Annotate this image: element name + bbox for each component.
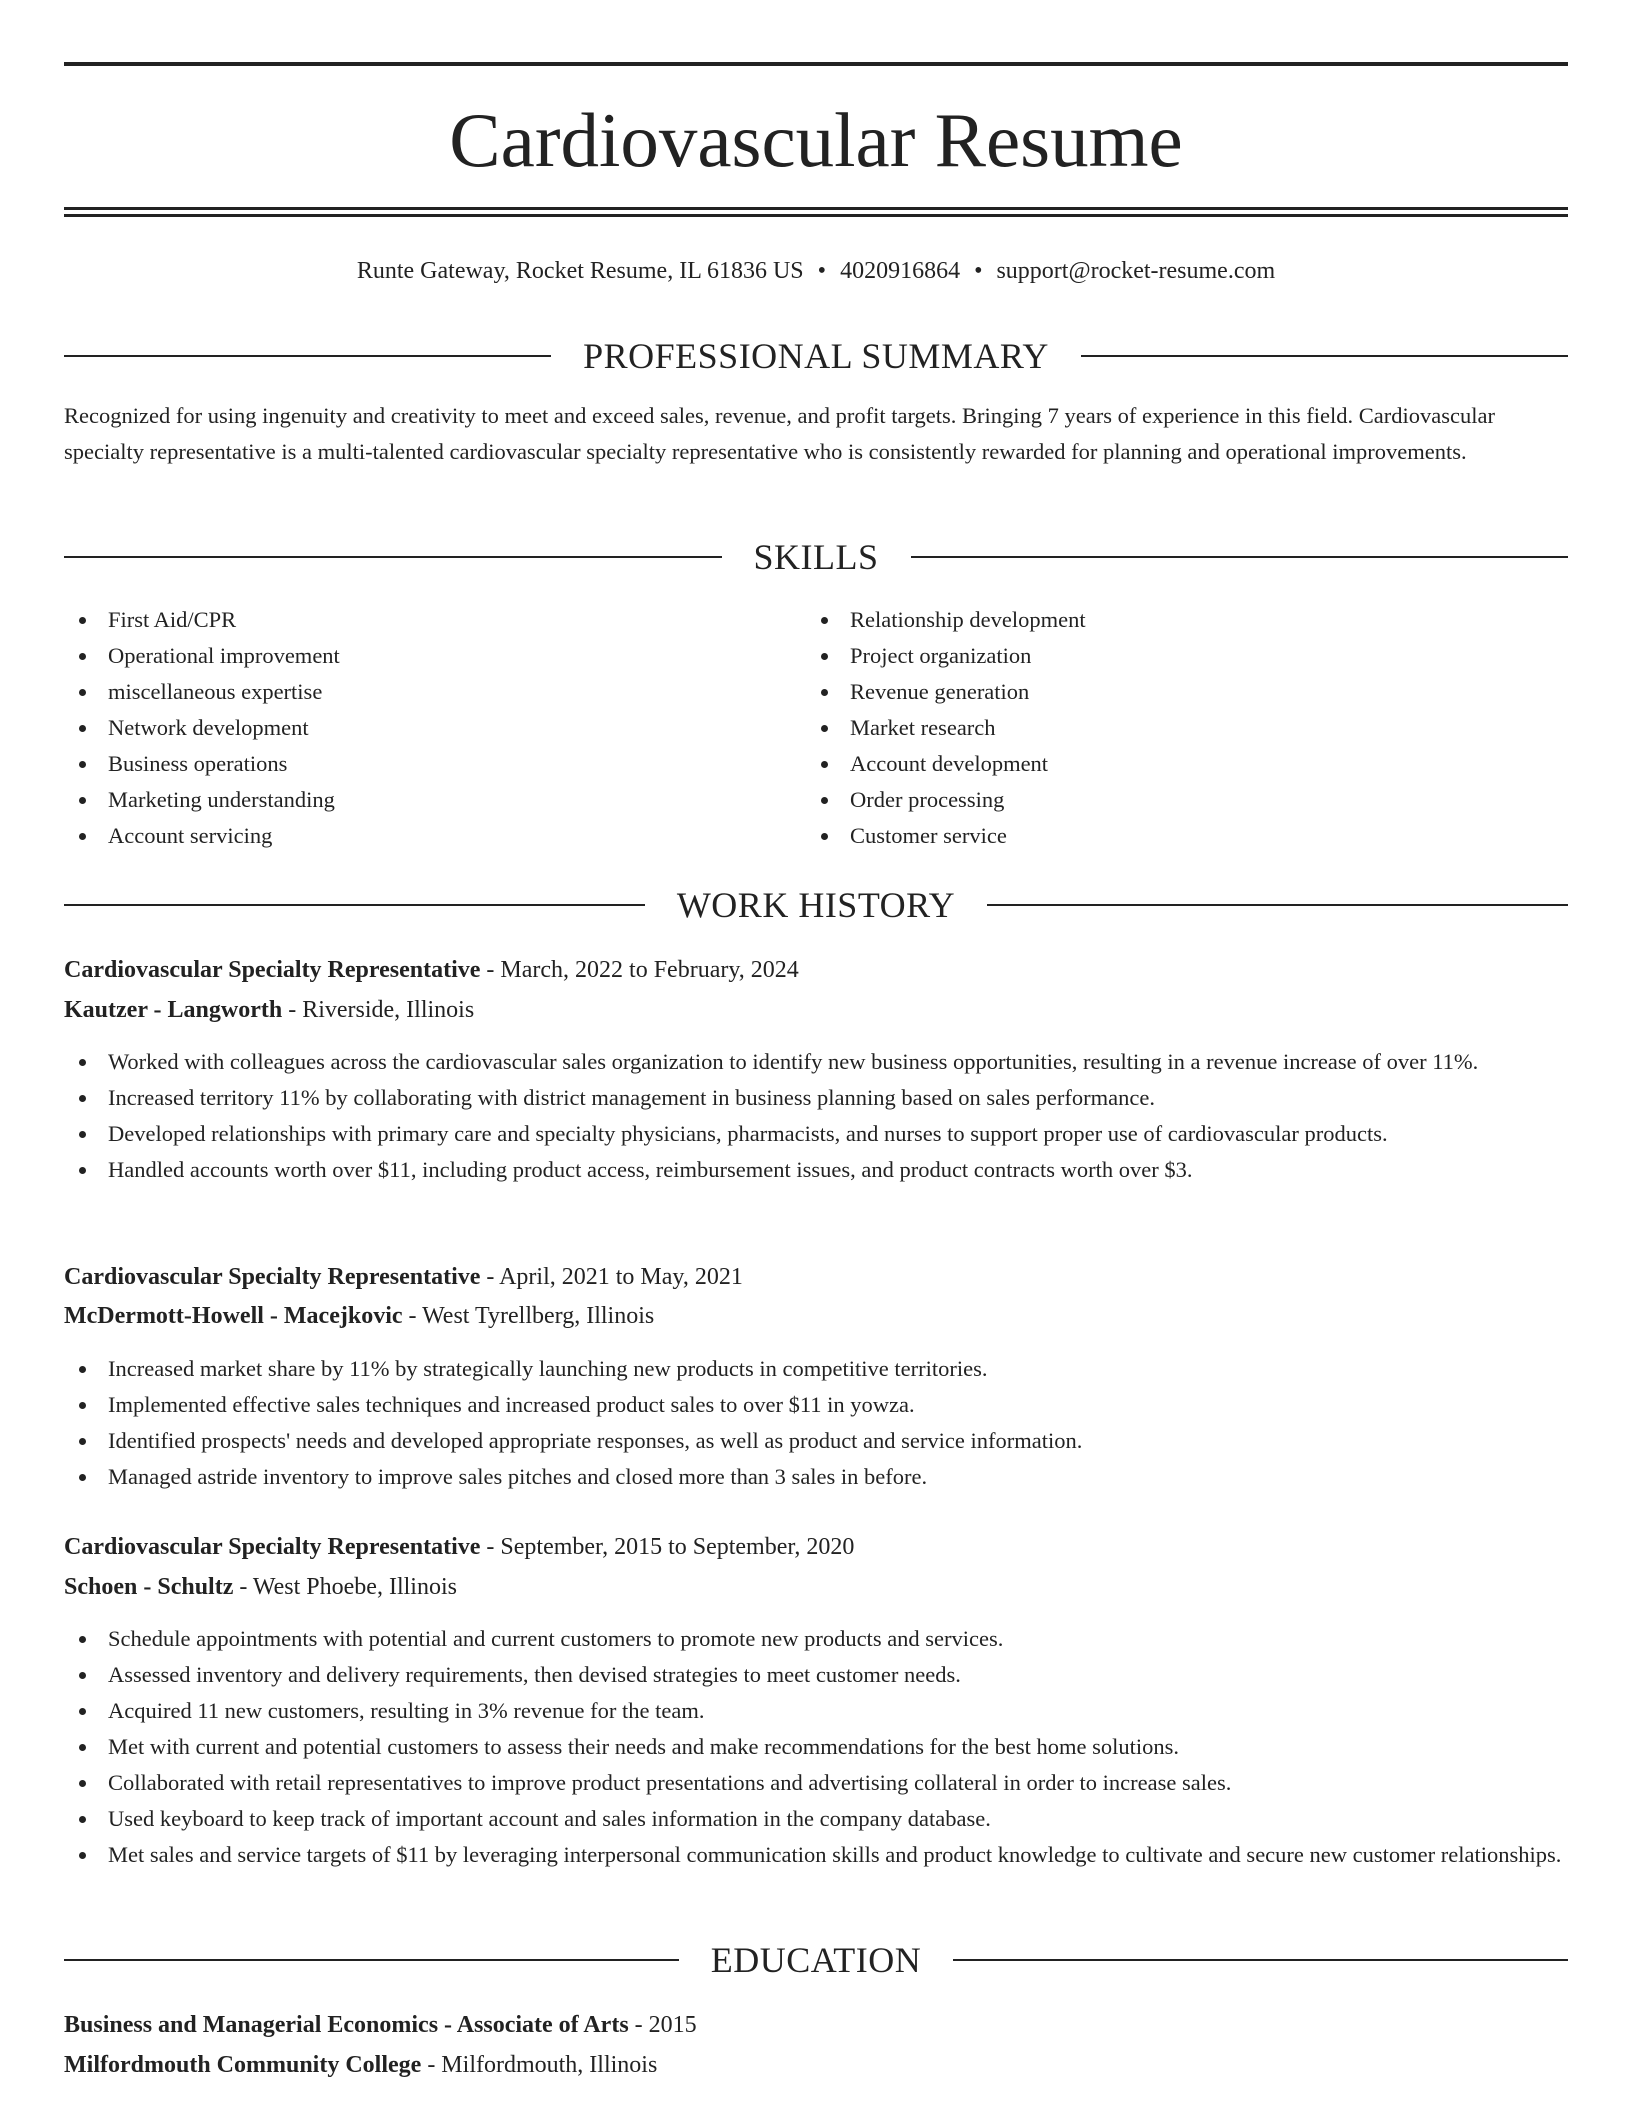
job-company-line — [64, 1569, 1568, 1605]
heading-rule — [911, 556, 1569, 558]
job-company-line — [64, 1298, 1568, 1334]
heading-rule — [64, 355, 551, 357]
section-title: WORK HISTORY — [676, 885, 956, 925]
job-dates: - April, 2021 to May, 2021 — [480, 1264, 743, 1290]
section-heading-education — [64, 1938, 1568, 1982]
skills-list-left — [64, 602, 764, 854]
title-double-rule — [64, 207, 1568, 217]
skill-item: Business operations — [64, 746, 764, 782]
contact-separator: • — [974, 258, 983, 284]
job-company: Schoen - Schultz — [64, 1574, 234, 1600]
job-company: Kautzer - Langworth — [64, 997, 283, 1023]
job-location: - West Phoebe, Illinois — [233, 1574, 457, 1600]
contact-email: support@rocket-resume.com — [996, 258, 1276, 284]
job-bullets — [64, 1351, 1568, 1495]
skill-item: Market research — [806, 710, 1506, 746]
page-title: Cardiovascular Resume — [449, 97, 1183, 183]
skill-item: Account development — [806, 746, 1506, 782]
skill-item: Customer service — [806, 818, 1506, 854]
job-title: Cardiovascular Specialty Representative — [64, 1264, 481, 1290]
job-bullet: Schedule appointments with potential and current customers to promote new products and services. — [64, 1621, 1568, 1657]
job-bullet: Implemented effective sales techniques and increased product sales to over $11 in yowza. — [64, 1387, 1568, 1423]
job-bullet: Developed relationships with primary care and specialty physicians, pharmacists, and nurses to support proper use of cardiovascular products. — [64, 1116, 1568, 1152]
skill-item: Network development — [64, 710, 764, 746]
skill-item: Order processing — [806, 782, 1506, 818]
education-year: - 2015 — [628, 2012, 697, 2038]
job-title-line — [64, 1259, 1568, 1295]
heading-rule — [64, 556, 722, 558]
job-bullet: Identified prospects' needs and developed appropriate responses, as well as product and service information. — [64, 1423, 1568, 1459]
education-degree: Business and Managerial Economics - Associate of Arts — [64, 2012, 629, 2038]
job-title: Cardiovascular Specialty Representative — [64, 1534, 481, 1560]
skills-list-right — [806, 602, 1506, 854]
job-bullet: Managed astride inventory to improve sales pitches and closed more than 3 sales in before. — [64, 1459, 1568, 1495]
job-bullet: Increased market share by 11% by strategically launching new products in competitive territories. — [64, 1351, 1568, 1387]
skill-item: First Aid/CPR — [64, 602, 764, 638]
heading-rule — [64, 904, 645, 906]
skill-item: miscellaneous expertise — [64, 674, 764, 710]
contact-phone: 4020916864 — [840, 258, 961, 284]
contact-line — [64, 255, 1568, 287]
job-bullet: Increased territory 11% by collaborating with district management in business planning based on sales performance. — [64, 1080, 1568, 1116]
education-school: Milfordmouth Community College — [64, 2052, 422, 2078]
section-title: PROFESSIONAL SUMMARY — [583, 336, 1049, 376]
section-title: SKILLS — [753, 537, 879, 577]
job-bullet: Handled accounts worth over $11, including product access, reimbursement issues, and product contracts worth over $3. — [64, 1152, 1568, 1188]
summary-text: Recognized for using ingenuity and creativity to meet and exceed sales, revenue, and profit targets. Bringing 7 years of experience in this field. Cardiovascular specialty representative is a multi-talented cardiovascular specialty representative who is consistently rewarded for planning and operational improvements. — [64, 403, 1495, 464]
job-title-line — [64, 952, 1568, 988]
job-bullet: Collaborated with retail representatives to improve product presentations and advertising collateral in order to increase sales. — [64, 1765, 1568, 1801]
job-bullets — [64, 1621, 1568, 1873]
contact-address: Runte Gateway, Rocket Resume, IL 61836 US — [356, 258, 804, 284]
skill-item: Operational improvement — [64, 638, 764, 674]
job-bullet: Met sales and service targets of $11 by leveraging interpersonal communication skills and product knowledge to cultivate and secure new customer relationships. — [64, 1837, 1568, 1873]
skill-item: Project organization — [806, 638, 1506, 674]
heading-rule — [64, 1959, 679, 1961]
skill-item: Revenue generation — [806, 674, 1506, 710]
job-bullet: Used keyboard to keep track of important account and sales information in the company database. — [64, 1801, 1568, 1837]
heading-rule — [953, 1959, 1568, 1961]
job-bullet: Worked with colleagues across the cardiovascular sales organization to identify new business opportunities, resulting in a revenue increase of over 11%. — [64, 1044, 1568, 1080]
job-bullets — [64, 1044, 1568, 1188]
skill-item: Account servicing — [64, 818, 764, 854]
job-bullet: Assessed inventory and delivery requirements, then devised strategies to meet customer needs. — [64, 1657, 1568, 1693]
job-company: McDermott-Howell - Macejkovic — [64, 1303, 403, 1329]
job-title: Cardiovascular Specialty Representative — [64, 957, 481, 983]
skill-item: Relationship development — [806, 602, 1506, 638]
education-school-line — [64, 2047, 1568, 2083]
job-dates: - September, 2015 to September, 2020 — [480, 1534, 855, 1560]
section-title: EDUCATION — [710, 1940, 922, 1980]
job-bullet: Acquired 11 new customers, resulting in 3% revenue for the team. — [64, 1693, 1568, 1729]
job-company-line — [64, 992, 1568, 1028]
heading-rule — [1081, 355, 1568, 357]
heading-rule — [987, 904, 1568, 906]
section-heading-work-history — [64, 883, 1568, 927]
skill-item: Marketing understanding — [64, 782, 764, 818]
education-degree-line — [64, 2007, 1568, 2043]
contact-separator: • — [817, 258, 827, 284]
section-heading-skills — [64, 535, 1568, 579]
job-location: - Riverside, Illinois — [282, 997, 475, 1023]
top-rule — [64, 62, 1568, 66]
job-title-line — [64, 1529, 1568, 1565]
section-heading-summary — [64, 334, 1568, 378]
education-location: - Milfordmouth, Illinois — [421, 2052, 658, 2078]
job-location: - West Tyrellberg, Illinois — [402, 1303, 655, 1329]
job-dates: - March, 2022 to February, 2024 — [480, 957, 799, 983]
job-bullet: Met with current and potential customers to assess their needs and make recommendations for the best home solutions. — [64, 1729, 1568, 1765]
